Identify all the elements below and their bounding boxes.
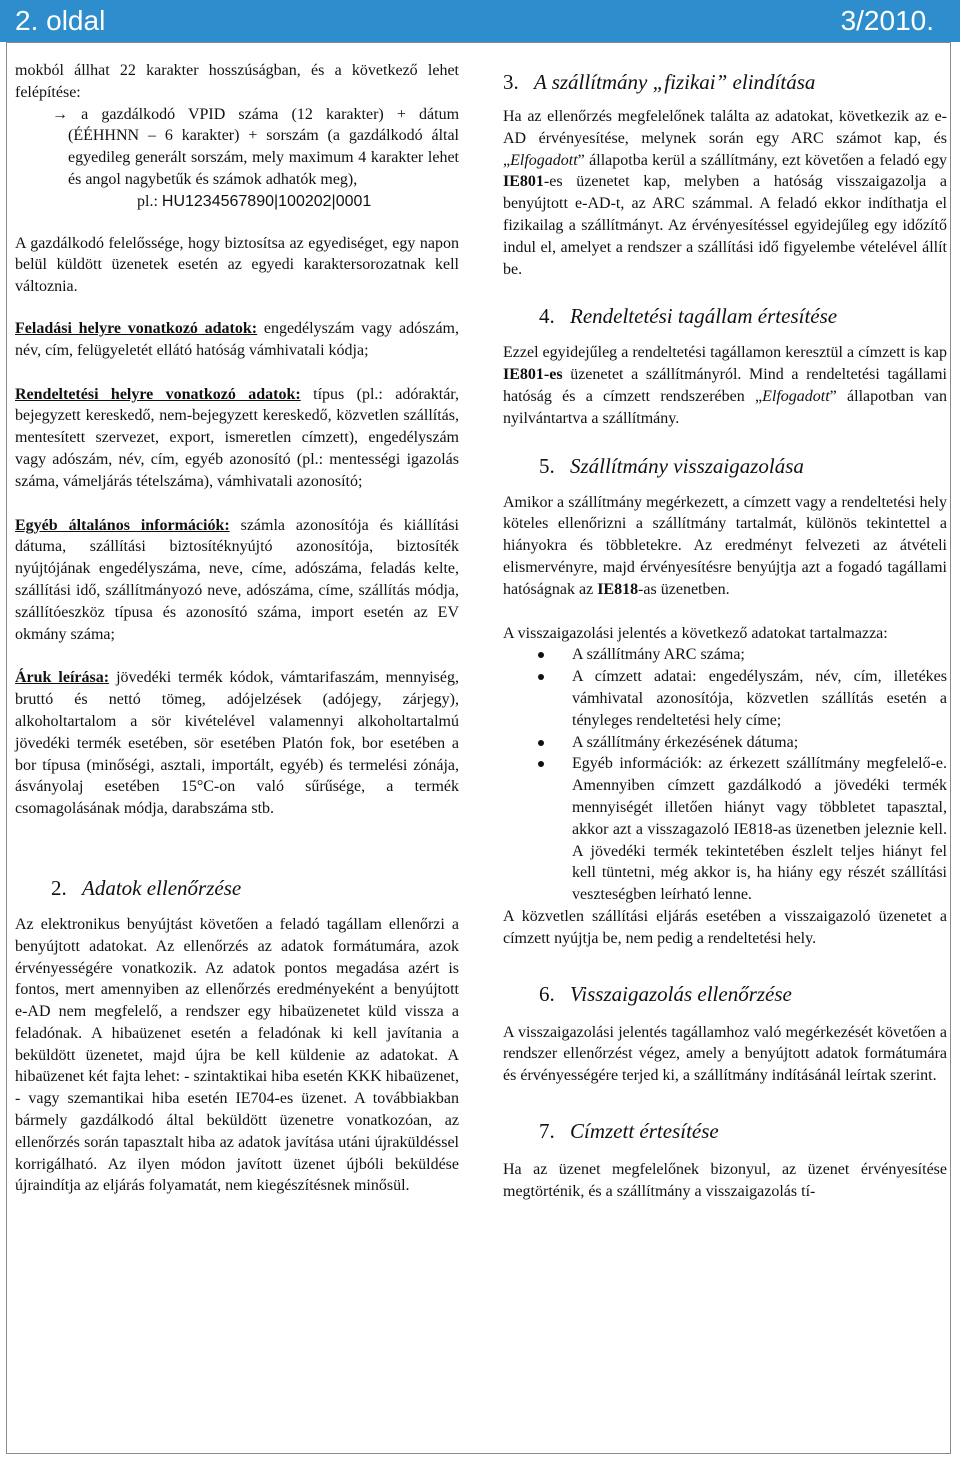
example-line: pl.: HU1234567890|100202|0001 [137, 192, 372, 210]
section-5-contents-intro: A visszaigazolási jelentés a következő adatokat tartalmazza: [503, 624, 888, 642]
general-info-label: Egyéb általános információk: [15, 516, 230, 534]
section-4-heading: 4. Rendeltetési tagállam értesítése [539, 304, 838, 329]
responsibility-paragraph: A gazdálkodó felelőssége, hogy biztosítsa az egyediséget, egy napon belül küldött üzenetek esetén az egyedi karaktersorozatnak kell változnia. [15, 234, 459, 296]
section-7-text: Ha az üzenet megfelelőnek bizonyul, az üzenet érvényesítése megtörténik, és a szállítmány a visszaigazolás tí- [503, 1160, 947, 1200]
section-2-text: Az elektronikus benyújtást követően a feladó tagállam ellenőrzi a benyújtott adatokat. Az ellenőrzés az adatok formátumára, azok érvényességére vonatkozik. Az adatok pontos megadása azért is fontos, mert amennyiben az ellenőrzés eredményeként a benyújtott e-AD nem megfelelő, a rendszer egy hibaüzenetet küld vissza a feladónak. A hibaüzenet esetén a feladónak ki kell javítania a beküldött üzenetet, majd újra be kell küldenie az adatokat. A hibaüzenet két fajta lehet: - szintaktikai hiba esetén KKK hibaüzenet, - vagy szemantikai hiba esetén IE704-es üzenet. A továbbiakban bármely gazdálkodó által beküldött üzenetre vonatkozóan, az ellenőrzés során tapasztalt hiba az adatok javítása utáni újraküldéssel korrigálható. Az ilyen módon javított üzenet újbóli beküldése újraindítja az eljárás folyamatát, nem kiegészítésnek minősül. [15, 915, 459, 1195]
general-info-paragraph: Egyéb általános információk: számla azonosítója és kiállítási dátuma, szállítási biztosítéknyújtó azonosítója, biztosíték nyújtójának engedélyszáma, neve, címe, adószáma, feladás kelte, szállítási idő, szállítmányozó neve, adószáma, címe, szállítás módja, szállítóeszköz típusa és azonosító száma, import esetén az EV okmány száma; [15, 516, 459, 643]
arrow-icon: → [52, 105, 82, 123]
destination-label: Rendeltetési helyre vonatkozó adatok: [15, 385, 301, 403]
goods-paragraph: Áruk leírása: jövedéki termék kódok, vámtarifaszám, mennyiség, bruttó és nettó tömeg, adójelzések (adójegy, zárjegy), alkoholtartalom a sör kivételével valamennyi alkoholtartalmú jövedéki termék esetében, sör esetében Platón fok, bor esetében a bor típusa (minőségi, asztali, importált, egyéb) és termelési zónája, ásványolaj esetében 15°C-on való sűrűsége, a termék csomagolásának módja, darabszáma stb. [15, 669, 459, 818]
section-6-heading: 6. Visszaigazolás ellenőrzése [539, 981, 792, 1006]
right-column [503, 60, 947, 1202]
section-3-text: Ha az ellenőrzés megfelelőnek találta az adatokat, következik az e-AD érvényesítése, melynek során egy ARC számot kap, és „Elfogadott” állapotba kerül a szállítmány, ezt követően a feladó egy IE801-es üzenetet kap, melyben a hatóság visszaigazolja a benyújtott e-AD-t, az ARC számmal. A feladó ekkor indíthatja el fizikailag a szállítmányt. Az érvényesítéssel egyidejűleg egy időzítő indul el, amelyet a rendszer a szállítási idő figyelembe vételével állít be. [503, 108, 947, 278]
arrow-list-item: → a gazdálkodó VPID száma (12 karakter) + dátum (ÉÉHHNN – 6 karakter) + sorszám (a gazdálkodó által egyedileg generált sorszám, mely maximum 4 karakter lehet és angol nagybetűk és számok adhatók meg), [52, 105, 460, 188]
section-2-heading: 2. Adatok ellenőrzése [51, 875, 242, 900]
bullet-icon [538, 761, 544, 767]
section-7-heading: 7. Címzett értesítése [539, 1118, 719, 1143]
destination-paragraph: Rendeltetési helyre vonatkozó adatok: típus (pl.: adóraktár, bejegyzett kereskedő, nem-bejegyzett kereskedő, közvetlen szállítás, mentesített szervezet, export, ismeretlen címzett), engedélyszám vagy adószám, név, cím, egyéb azonosító (pl.: mentességi igazolás száma, vámeljárás tételszáma), vámhivatali azonosító; [15, 385, 459, 490]
dispatch-paragraph: Feladási helyre vonatkozó adatok: engedélyszám vagy adószám, név, cím, felügyeletét ellátó hatóság vámhivatali kódja; [15, 319, 459, 359]
intro-paragraph: mokból állhat 22 karakter hosszúságban, és a következő lehet felépítése: [15, 62, 459, 101]
goods-label: Áruk leírása: [15, 669, 110, 687]
page-label: 2. oldal [15, 5, 106, 36]
bullet-icon [538, 674, 544, 680]
section-6-text: A visszaigazolási jelentés tagállamhoz való megérkezését követően a rendszer ellenőrzést végez, amely a benyújtott adatok formátumára és érvényességére terjed ki, a szállítmány indításánál leírtak szerint. [503, 1023, 947, 1085]
list-item: A címzett adatai: engedélyszám, név, cím, illetékes vámhivatal azonosítója, közvetlen szállítás esetén a tényleges rendeltetési hely címe; [503, 666, 947, 731]
section-5-text: Amikor a szállítmány megérkezett, a címzett vagy a rendeltetési hely köteles ellenőrizni a szállítmány tartalmát, különös tekintettel a hiányokra és többletekre. Az eredményt felvezeti az átvételi elismervényre, majd érvényesítésre benyújtja azt a fogadó tagállami hatóságnak az IE818-as üzenetben. [503, 493, 947, 598]
issue-number: 3/2010. [840, 5, 934, 36]
left-column [15, 60, 459, 1197]
report-contents-list [503, 644, 947, 906]
dispatch-label: Feladási helyre vonatkozó adatok: [15, 319, 258, 337]
page-header [0, 0, 960, 42]
bullet-icon [538, 652, 544, 658]
section-5-direct-delivery: A közvetlen szállítási eljárás esetében a visszaigazoló üzenetet a címzett nyújtja be, nem pedig a rendeltetési hely. [503, 907, 947, 947]
example-code: HU1234567890|100202|0001 [161, 192, 372, 210]
section-3-heading: 3. A szállítmány „fizikai” elindítása [503, 70, 816, 94]
list-item: A szállítmány érkezésének dátuma; [503, 732, 947, 754]
list-item: A szállítmány ARC száma; [503, 644, 947, 666]
section-4-text: Ezzel egyidejűleg a rendeltetési tagállamon keresztül a címzett is kap IE801-es üzenetet a szállítmányról. Mind a rendeltetési tagállami hatóság és a címzett rendszerében „Elfogadott” állapotban van nyilvántartva a szállítmány. [503, 344, 948, 427]
bullet-icon [538, 740, 544, 746]
list-item: Egyéb információk: az érkezett szállítmány megfelelő-e. Amennyiben címzett gazdálkodó a jövedéki termék mennyiségét illetően hiányt vagy többletet tapasztal, akkor azt a visszagazoló IE818-as üzenetben jeleznie kell. A jövedéki termék tekintetében észlelt teljes hiányt fel kell tüntetni, még akkor is, ha hiány egy részét szállítási veszteségben leírható lenne. [503, 753, 947, 906]
section-5-heading: 5. Szállítmány visszaigazolása [539, 453, 804, 478]
